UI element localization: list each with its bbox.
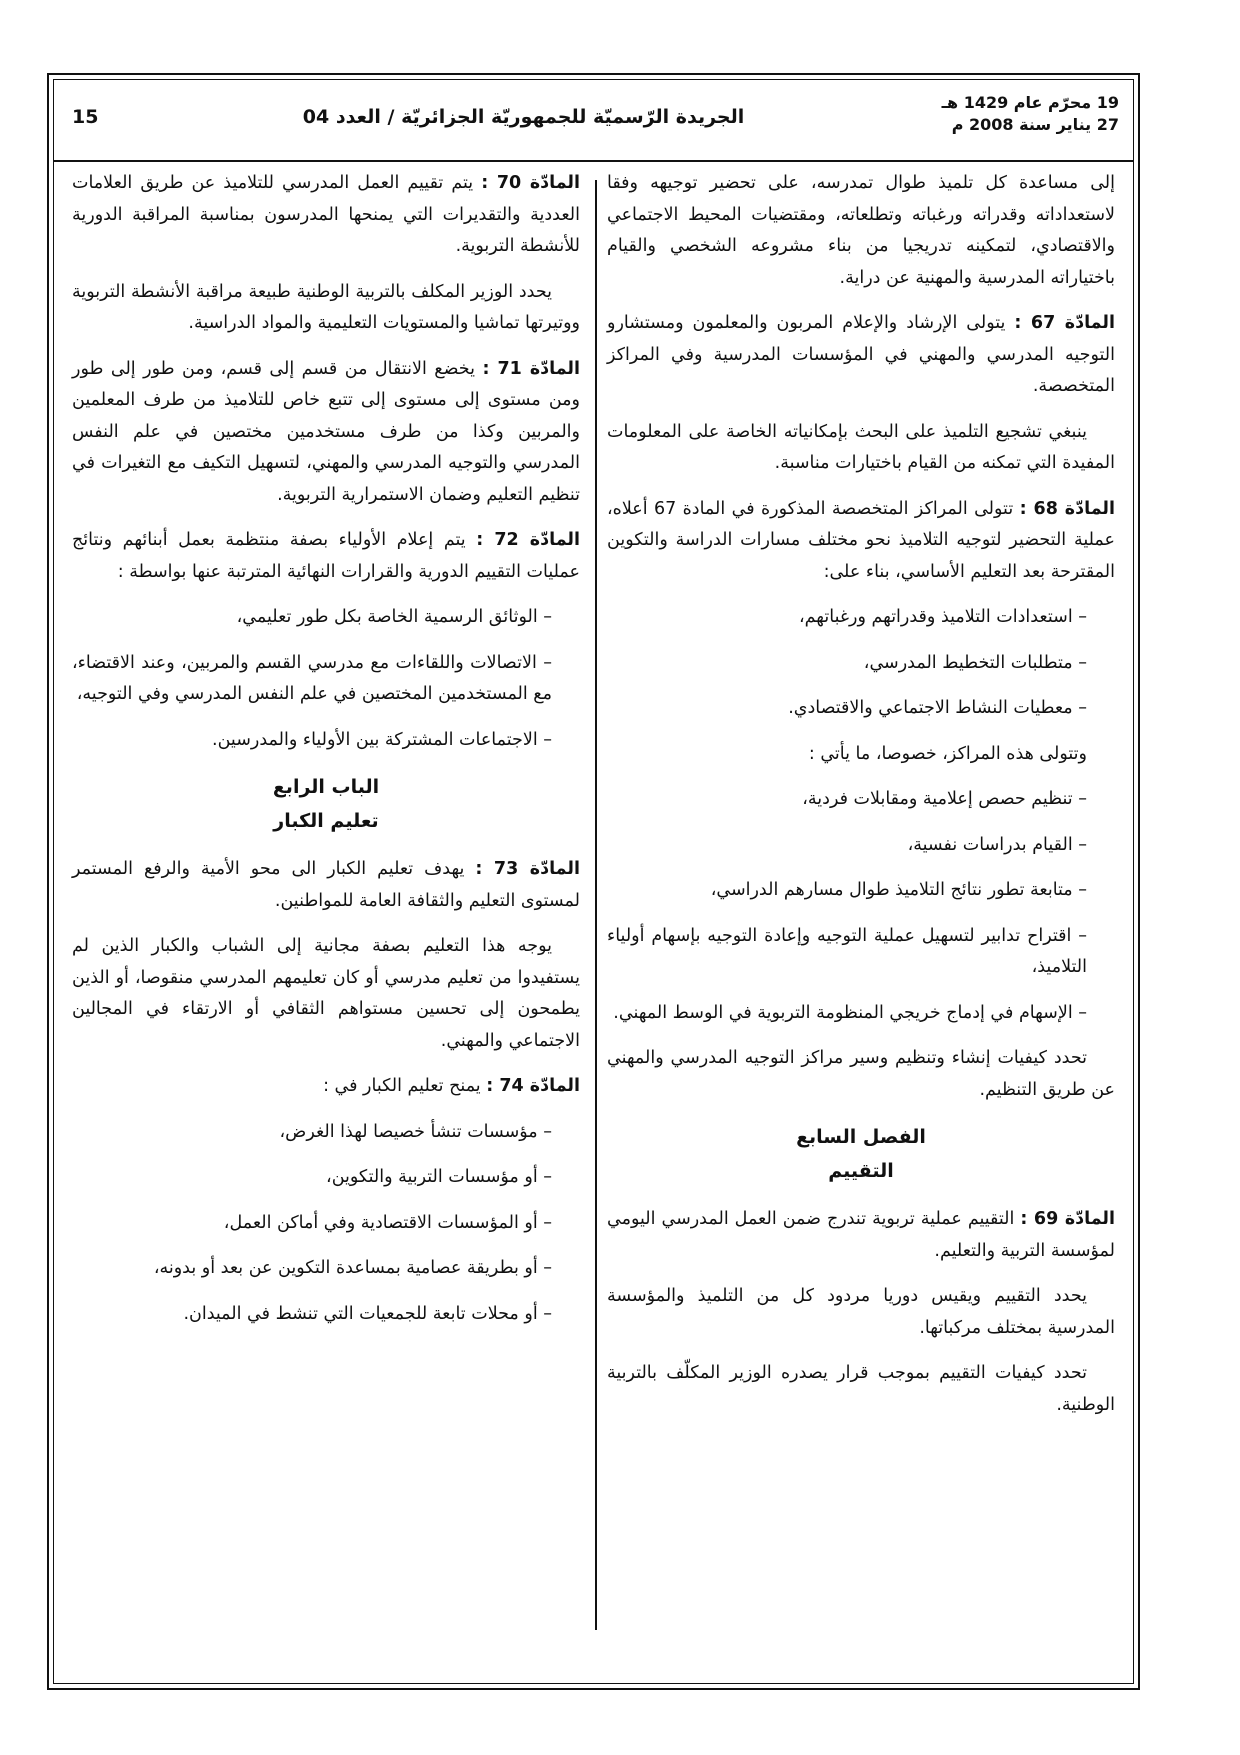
list-item: – الوثائق الرسمية الخاصة بكل طور تعليمي، (236, 607, 552, 627)
header-date-hijri: 19 محرّم عام 1429 هـ (941, 93, 1119, 112)
paragraph: ينبغي تشجيع التلميذ على البحث بإمكانياته الخاصة على المعلومات المفيدة التي تمكنه من القيام باختيارات مناسبة. (607, 421, 1115, 473)
list-item: – أو بطريقة عصامية بمساعدة التكوين عن بعد أو بدونه، (153, 1258, 552, 1278)
paragraph: يوجه هذا التعليم بصفة مجانية إلى الشباب والكبار الذين لم يستفيدوا من تعليم مدرسي أو كان تعليمهم المدرسي منقوصا، أو الذين يطمحون إلى تحسين مستواهم الثقافي أو الارتقاء في المجالين الاجتماعي والمهني. (72, 936, 580, 1051)
page-number: 15 (72, 106, 99, 128)
article-paragraph (607, 494, 1115, 589)
article-paragraph (607, 308, 1115, 403)
article-text: يتولى الإرشاد والإعلام المربون والمعلمون ومستشارو التوجيه المدرسي والمهني في المؤسسات المدرسية وفي المراكز المتخصصة. (607, 313, 1115, 396)
section-heading-line: التقييم (828, 1160, 894, 1182)
article-paragraph (72, 854, 580, 917)
page-header (54, 80, 1133, 162)
article-label: المادّة 74 : (486, 1076, 580, 1096)
list-item: – مؤسسات تنشأ خصيصا لهذا الغرض، (279, 1121, 552, 1142)
list-item: – تنظيم حصص إعلامية ومقابلات فردية، (802, 789, 1087, 809)
article-paragraph (72, 525, 580, 588)
article-label: المادّة 68 : (1019, 498, 1115, 519)
right-column (607, 168, 1115, 1435)
left-column (72, 168, 580, 1344)
list-item: – متابعة تطور نتائج التلاميذ طوال مسارهم الدراسي، (710, 880, 1087, 900)
list-item: – أو المؤسسات الاقتصادية وفي أماكن العمل، (223, 1212, 552, 1233)
paragraph: تحدد كيفيات التقييم بموجب قرار يصدره الوزير المكلّف بالتربية الوطنية. (607, 1363, 1115, 1415)
section-heading-line: الباب الرابع (272, 776, 380, 798)
list-item: – أو مؤسسات التربية والتكوين، (326, 1167, 552, 1187)
paragraph: يحدد التقييم ويقيس دوريا مردود كل من التلميذ والمؤسسة المدرسية بمختلف مركباتها. (607, 1286, 1115, 1338)
article-text: تتولى المراكز المتخصصة المذكورة في المادة 67 أعلاه، عملية التحضير لتوجيه التلاميذ نحو مختلف مسارات الدراسة والتكوين المقترحة بعد التعليم الأساسي، بناء على: (607, 498, 1115, 582)
list-item: – اقتراح تدابير لتسهيل عملية التوجيه وإعادة التوجيه بإسهام أولياء التلاميذ، (607, 925, 1087, 977)
article-text: يخضع الانتقال من قسم إلى قسم، ومن طور إلى طور ومن مستوى إلى مستوى إلى تتبع خاص للتلاميذ من طرف المعلمين والمربين وكذا من طرف مستخدمين مختصين في علم النفس المدرسي والتوجيه المدرسي والمهني، لتسهيل التكيف مع التغيرات في تنظيم التعليم وضمان الاستمرارية التربوية. (72, 358, 580, 505)
list-item: – معطيات النشاط الاجتماعي والاقتصادي. (788, 698, 1087, 718)
header-date (942, 92, 1119, 136)
article-paragraph (72, 168, 580, 263)
section-heading (72, 770, 580, 838)
article-label: المادّة 73 : (475, 859, 580, 879)
page-frame-inner (53, 79, 1134, 1684)
article-text: يتم إعلام الأولياء بصفة منتظمة بعمل أبنائهم ونتائج عمليات التقييم الدورية والقرارات النهائية المترتبة عنها بواسطة : (72, 530, 580, 582)
article-label: المادّة 70 : (481, 173, 581, 193)
article-paragraph (607, 1204, 1115, 1267)
article-label: المادّة 69 : (1020, 1209, 1116, 1229)
list-item: – استعدادات التلاميذ وقدراتهم ورغباتهم، (799, 607, 1087, 627)
list-item: – الاجتماعات المشتركة بين الأولياء والمدرسين. (212, 729, 552, 750)
header-date-gregorian: 27 يناير سنة 2008 م (951, 115, 1119, 134)
article-text: التقييم عملية تربوية تندرج ضمن العمل المدرسي اليومي لمؤسسة التربية والتعليم. (607, 1209, 1115, 1261)
article-label: المادّة 72 : (476, 530, 580, 550)
article-label: المادّة 71 : (482, 358, 580, 379)
article-text: يهدف تعليم الكبار الى محو الأمية والرفع المستمر لمستوى التعليم والثقافة العامة للمواطنين. (72, 859, 580, 911)
list-item: – القيام بدراسات نفسية، (907, 834, 1087, 855)
section-heading-line: الفصل السابع (796, 1126, 926, 1148)
list-item: – الاتصالات واللقاءات مع مدرسي القسم والمربين، وعند الاقتضاء، مع المستخدمين المختصين في علم النفس المدرسي وفي التوجيه، (72, 652, 552, 704)
article-paragraph (72, 354, 580, 512)
paragraph: إلى مساعدة كل تلميذ طوال تمدرسه، على تحضير توجيهه وفقا لاستعداداته وقدراته ورغباته وتطلعاته، ومقتضيات المحيط الاجتماعي والاقتصادي، لتمكينه تدريجيا من بناء مشروعه الشخصي والقيام باختياراته المدرسية والمهنية عن دراية. (607, 173, 1115, 288)
section-heading (607, 1120, 1115, 1188)
paragraph: يحدد الوزير المكلف بالتربية الوطنية طبيعة مراقبة الأنشطة التربوية ووتيرتها تماشيا والمستويات التعليمية والمواد الدراسية. (72, 281, 580, 333)
paragraph: وتتولى هذه المراكز، خصوصا، ما يأتي : (808, 743, 1087, 764)
article-label: المادّة 67 : (1014, 313, 1115, 333)
section-heading-line: تعليم الكبار (273, 810, 379, 832)
list-item: – متطلبات التخطيط المدرسي، (863, 652, 1087, 673)
header-title: الجريدة الرّسميّة للجمهوريّة الجزائريّة / العدد 04 (302, 106, 745, 128)
paragraph: تحدد كيفيات إنشاء وتنظيم وسير مراكز التوجيه المدرسي والمهني عن طريق التنظيم. (607, 1048, 1115, 1100)
article-text: يتم تقييم العمل المدرسي للتلاميذ عن طريق العلامات العددية والتقديرات التي يمنحها المدرسون بمناسبة المراقبة الدورية للأنشطة التربوية. (72, 173, 580, 256)
article-paragraph (72, 1071, 580, 1103)
article-text: يمنح تعليم الكبار في : (323, 1076, 481, 1096)
list-item: – الإسهام في إدماج خريجي المنظومة التربوية في الوسط المهني. (613, 1002, 1087, 1023)
column-divider (595, 180, 597, 1630)
page-frame (47, 73, 1140, 1690)
list-item: – أو محلات تابعة للجمعيات التي تنشط في الميدان. (183, 1303, 552, 1324)
